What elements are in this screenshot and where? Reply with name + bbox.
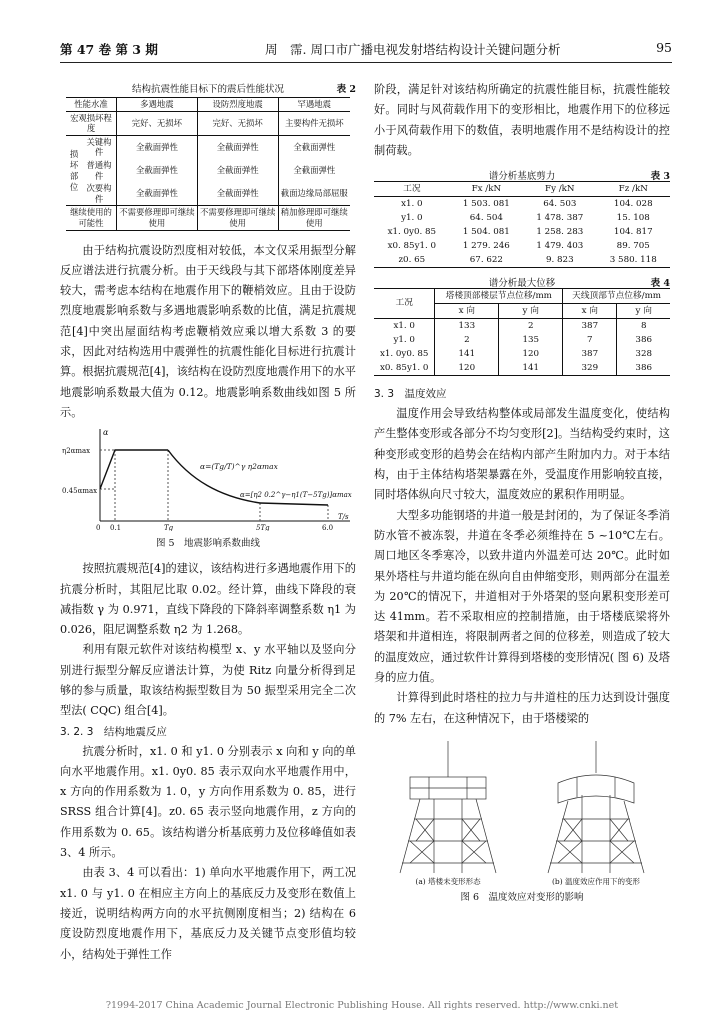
table-row: y1. 0 2 135 7 386 [374, 333, 670, 347]
y-tick-label: η2αmax [62, 447, 91, 456]
paragraph: 阶段，满足针对该结构所确定的抗震性能目标，抗震性能较好。同时与风荷载作用下的变形相比，地震作用下的位移远小于风荷载作用下的数值，表明地震作用不是结构设计的控制荷载。 [374, 83, 670, 157]
curve-rising-plateau [100, 450, 168, 489]
journal-volume: 第 47 卷 第 3 期 [60, 42, 158, 57]
fig5-caption: 图 5 地震影响系数曲线 [155, 538, 261, 550]
table-row: 普通构件 全截面弹性 全截面弹性 全截面弹性 [66, 159, 350, 182]
table4 [374, 288, 670, 376]
fig6-caption: 图 6 温度效应对变形的影响 [460, 891, 584, 903]
table-row: x 向 y 向 x 向 y 向 [374, 304, 670, 319]
paragraph: 由于结构抗震设防烈度相对较低，本文仅采用振型分解反应谱法进行抗震分析。由于天线段与其下部塔体刚度差异较大，需考虑本结构在地震作用下的鞭梢效应。且由于设防烈度地震影响系数与多遇地震影响系数的比值，满足抗震规范[4]中突出屋面结构考虑鞭梢效应乘以增大系数 3 的要求，因此对结构选用中震弹性的抗震性能化目标进行抗震计算。根据抗震规范[4]，该结构在设防烈度地震作用下的水平地震影响系数最大值为 0.12。地震影响系数曲线如图 5 所示。 [60, 243, 356, 419]
paragraph: 由表 3、4 可以看出：1) 单向水平地震作用下，两工况 x1. 0 与 y1. 0 在相应主方向上的基底反力及变形在数值上接近，说明结构两方向的水平抗侧刚度相当；2) 结构在 6 度设防烈度地震作用下，基底反力及关键节点变形值均较小，结构处于弹性工作 [60, 866, 356, 961]
table-row: 次要构件 全截面弹性 全截面弹性 截面边缘局部屈服 [66, 182, 350, 206]
table4-caption: 谱分析最大位移 表 4 [488, 278, 670, 290]
x-axis-label: T/s [338, 513, 349, 522]
x-tick-label: 0.1 [110, 524, 122, 532]
table-row: x1. 0 133 2 387 8 [374, 319, 670, 334]
table2-caption: 结构抗震性能目标下的震后性能状况 表 2 [131, 84, 356, 95]
article-title: 周 霈. 周口市广播电视发射塔结构设计关键问题分析 [265, 42, 561, 57]
tower-undeformed [400, 741, 496, 873]
x-tick-label: 0 [96, 524, 101, 532]
fig6-subcaption-a: (a) 塔楼未变形形态 [415, 876, 481, 886]
paragraph: 利用有限元软件对该结构模型 x、y 水平轴以及竖向分别进行振型分解反应谱法计算，为使 Ritz 向量分析得到足够的参与质量，取该结构振型数目为 50 振型采用完全二次型法( CQC) 组合[4]。 [60, 643, 356, 718]
copyright-footer: ?1994-2017 China Academic Journal Electronic Publishing House. All rights reserved. http://www.cnki.net [105, 1000, 619, 1011]
table2 [66, 97, 350, 231]
table-row: y1. 0 64. 504 1 478. 387 15. 108 [401, 212, 650, 223]
y-tick-label: 0.45αmax [62, 487, 98, 496]
table-row: x0. 85y1. 0 1 279. 246 1 479. 403 89. 705 [387, 240, 650, 251]
table-row: x1. 0y0. 85 1 504. 081 1 258. 283 104. 817 [387, 226, 653, 237]
y-axis-label: α [103, 428, 109, 438]
table-row: z0. 65 67. 622 9. 823 3 580. 118 [374, 253, 670, 268]
table3 [374, 181, 670, 268]
table-row: 损坏部位 关键构件 全截面弹性 全截面弹性 全截面弹性 [66, 135, 350, 159]
left-column [60, 80, 356, 965]
paragraph: 大型多功能钢塔的井道一般是封闭的，为了保证冬季消防水管不被冻裂，井道在冬季必须维持在 5 ~10℃左右。周口地区冬季寒冷，以致井道内外温差可达 20℃。此时如果外塔柱与井道均能在纵向自由伸缩变形，则两部分在温差为 20℃的情况下，井道相对于外塔架的竖向累积变形差可达 41mm。若不采取相应的控制措施，由于塔楼底梁将外塔架和井道相连，将限制两者之间的位移差，则造成了较大的温度效应，通过软件计算得到塔楼的变形情况( 图 6) 及塔身的应力值。 [374, 508, 670, 685]
annotation-decay: α=(Tg/T)^γ η2αmax [200, 462, 278, 472]
paragraph: 按照抗震规范[4]的建议，该结构进行多遇地震作用下的抗震分析时，其阻尼比取 0.02。经计算，曲线下降段的衰减指数 γ 为 0.971，直线下降段的下降斜率调整系数 η1 为 0.026，阻尼调整系数 η2 为 1.268。 [60, 562, 356, 637]
fig6-subcaption-b: (b) 温度效应作用下的变形 [551, 876, 641, 886]
curve-linear [260, 503, 328, 505]
table-row: 继续使用的可能性 不需要修理即可继续使用 不需要修理即可继续使用 稍加修理即可继续使用 [66, 206, 350, 230]
section-heading: 3. 2. 3 结构地震反应 [60, 725, 167, 738]
table-row: 性能水准 多遇地震 设防烈度地震 罕遇地震 [66, 98, 350, 112]
table3-caption: 谱分析基底剪力 表 3 [488, 171, 670, 183]
table-row: 工况 Fx /kN Fy /kN Fz /kN [374, 182, 670, 197]
tower-deformed [548, 741, 644, 873]
section-heading: 3. 3 温度效应 [374, 388, 447, 401]
fig6-figure [374, 737, 670, 887]
fig5-chart [60, 425, 356, 531]
annotation-linear: α=[η2 0.2^γ−η1(T−5Tg)]αmax [240, 491, 352, 500]
table-row: 宏观损坏程度 完好、无损坏 完好、无损坏 主要构件无损坏 [66, 111, 350, 135]
table-row: x1. 0y0. 85 141 120 387 328 [374, 347, 670, 361]
paragraph: 抗震分析时，x1. 0 和 y1. 0 分别表示 x 向和 y 向的单向水平地震作用。x1. 0y0. 85 表示双向水平地震作用中，x 方向的作用系数为 1. 0，y 方向作用系数为 0. 85，进行 SRSS 组合计算[4]。z0. 65 表示竖向地震作用，z 方向的作用系数为 0. 65。该结构谱分析基底剪力及位移峰值如表 3、4 所示。 [60, 744, 356, 860]
table-row: x0. 85y1. 0 120 141 329 386 [374, 361, 670, 376]
header-rule [60, 62, 672, 63]
paragraph: 温度作用会导致结构整体或局部发生温度变化，使结构产生整体变形或各部分不均匀变形[2]。当结构受约束时，这种变形或变形的趋势会在结构内部产生附加内力。对于本结构，由于主体结构塔架暴露在外，受温度作用影响较直接，同时塔体纵向尺寸较大，温度效应的累积作用明显。 [374, 407, 670, 502]
page-number: 95 [656, 40, 672, 55]
x-tick-label: 6.0 [322, 524, 334, 532]
right-column [374, 80, 670, 905]
table-row: x1. 0 1 503. 081 64. 503 104. 028 [401, 198, 653, 209]
x-tick-label: 5Tg [256, 524, 270, 532]
running-header [60, 40, 672, 62]
x-tick-label: Tg [164, 524, 174, 532]
paragraph: 计算得到此时塔柱的拉力与井道柱的压力达到设计强度的 7% 左右，在这种情况下，由于塔楼梁的 [374, 691, 670, 725]
table-row: 工况 塔楼顶部楼层节点位移/mm 天线顶部节点位移/mm [374, 289, 670, 304]
